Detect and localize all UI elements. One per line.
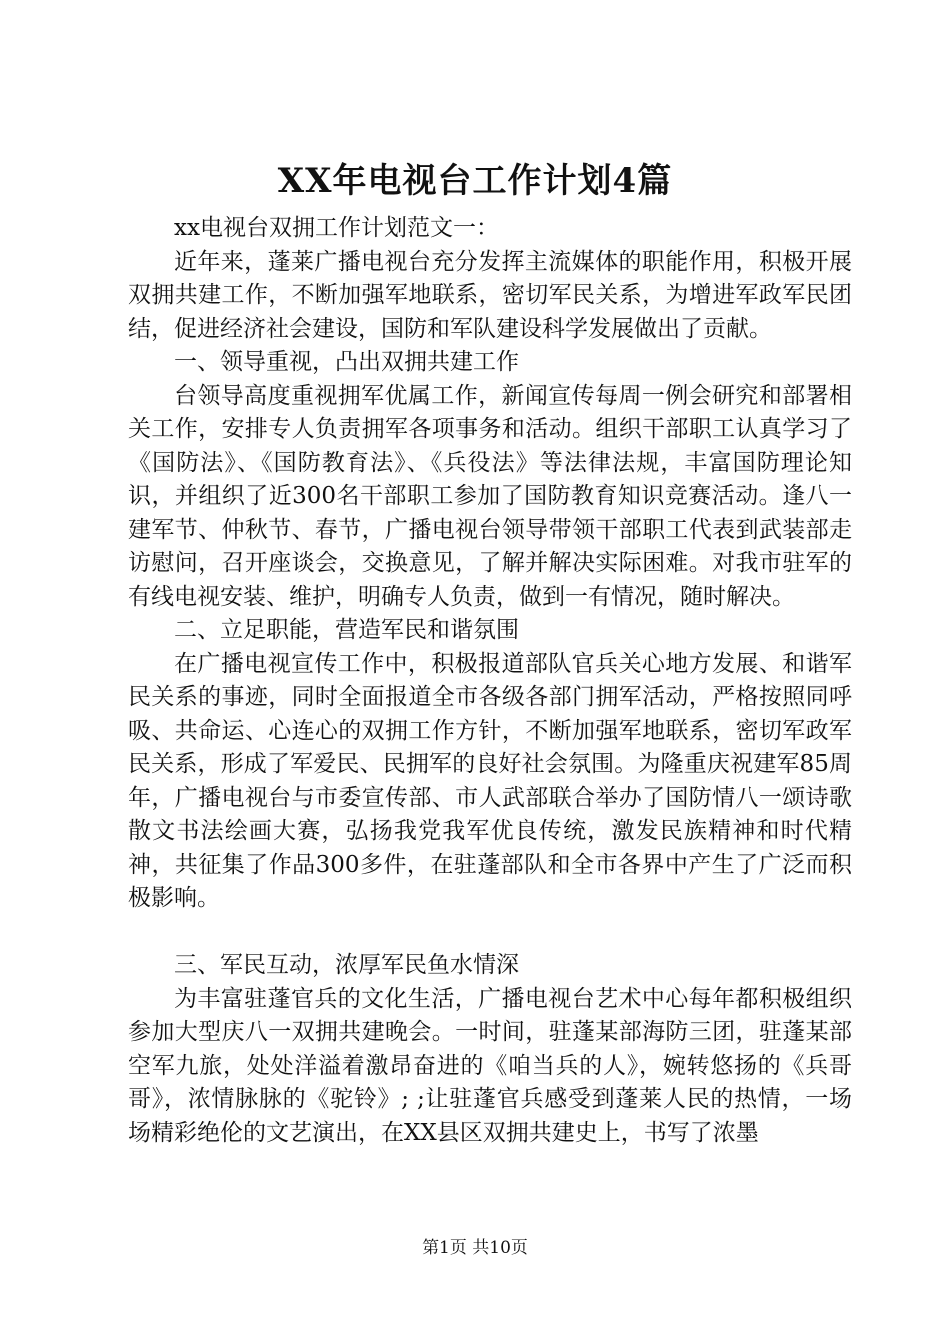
paragraph-gap xyxy=(128,916,852,950)
section-intro: xx电视台双拥工作计划范文一： xyxy=(174,215,499,241)
heading-section-3: 三、军民互动，浓厚军民鱼水情深 xyxy=(174,952,519,978)
paragraph-section-2: 在广播电视宣传工作中，积极报道部队官兵关心地方发展、和谐军民关系的事迹，同时全面报道全市各级各部门拥军活动，严格按照同呼吸、共命运、心连心的双拥工作方针，不断加强军地联系，密切军政军民关系，形成了军爱民、民拥军的良好社会氛围。为隆重庆祝建军85周年，广播电视台与市委宣传部、市人武部联合举办了国防情八一颂诗歌散文书法绘画大赛，弘扬我党我军优良传统，激发民族精神和时代精神，共征集了作品300多件，在驻蓬部队和全市各界中产生了广泛而积极影响。 xyxy=(128,650,852,911)
paragraph-overview: 近年来，蓬莱广播电视台充分发挥主流媒体的职能作用，积极开展双拥共建工作，不断加强军地联系，密切军民关系，为增进军政军民团结，促进经济社会建设，国防和军队建设科学发展做出了贡献。 xyxy=(128,248,852,342)
document-body xyxy=(128,212,852,1150)
heading-section-2: 二、立足职能，营造军民和谐氛围 xyxy=(174,617,519,643)
document-title: XX年电视台工作计划4篇 xyxy=(277,161,673,201)
paragraph-section-3: 为丰富驻蓬官兵的文化生活，广播电视台艺术中心每年都积极组织参加大型庆八一双拥共建晚会。一时间，驻蓬某部海防三团，驻蓬某部空军九旅，处处洋溢着激昂奋进的《咱当兵的人》，婉转悠扬的《兵哥哥》，浓情脉脉的《驼铃》; ;让驻蓬官兵感受到蓬莱人民的热情，一场场精彩绝伦的文艺演出，在XX县区双拥共建史上，书写了浓墨 xyxy=(128,985,852,1146)
page-footer: 第1页 共10页 xyxy=(422,1238,528,1258)
paragraph-section-1: 台领导高度重视拥军优属工作，新闻宣传每周一例会研究和部署相关工作，安排专人负责拥军各项事务和活动。组织干部职工认真学习了《国防法》、《国防教育法》、《兵役法》等法律法规，丰富国防理论知识，并组织了近300名干部职工参加了国防教育知识竞赛活动。逢八一建军节、仲秋节、春节，广播电视台领导带领干部职工代表到武装部走访慰问，召开座谈会，交换意见，了解并解决实际困难。对我市驻军的有线电视安装、维护，明确专人负责，做到一有情况，随时解决。 xyxy=(128,382,852,610)
heading-section-1: 一、领导重视，凸出双拥共建工作 xyxy=(174,349,519,375)
